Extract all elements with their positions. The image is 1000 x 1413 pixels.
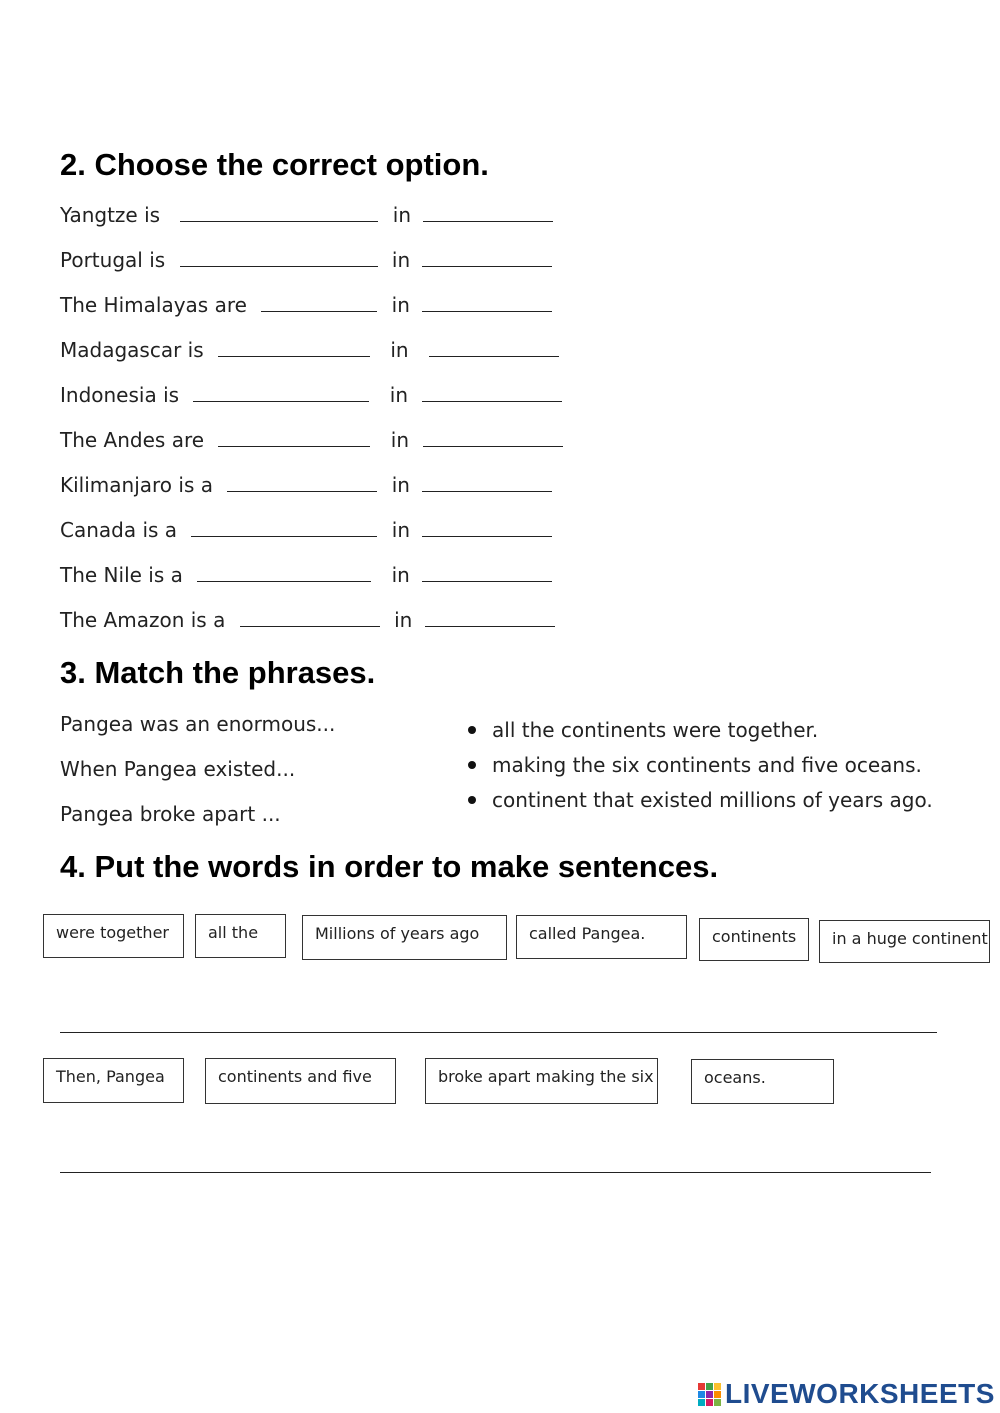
word-tile[interactable]: were together bbox=[43, 914, 184, 958]
answer-blank[interactable] bbox=[180, 203, 378, 222]
row-prompt: The Andes are bbox=[60, 428, 205, 452]
fill-row bbox=[60, 518, 552, 542]
answer-blank[interactable] bbox=[422, 248, 552, 267]
answer-blank[interactable] bbox=[218, 428, 370, 447]
fill-row bbox=[60, 383, 562, 407]
logo-text: LIVEWORKSHEETS bbox=[725, 1378, 995, 1409]
answer-blank[interactable] bbox=[422, 563, 552, 582]
match-left-item[interactable]: When Pangea existed... bbox=[60, 757, 296, 781]
answer-blank[interactable] bbox=[422, 383, 562, 402]
bullet-icon bbox=[468, 761, 476, 769]
answer-blank[interactable] bbox=[193, 383, 369, 402]
row-prompt: Yangtze is bbox=[60, 203, 161, 227]
fill-row bbox=[60, 428, 563, 452]
fill-row bbox=[60, 608, 555, 632]
liveworksheets-logo bbox=[698, 1378, 995, 1410]
word-tile[interactable]: continents and five bbox=[205, 1058, 396, 1104]
answer-blank[interactable] bbox=[191, 518, 377, 537]
answer-blank[interactable] bbox=[422, 518, 552, 537]
word-tile[interactable]: called Pangea. bbox=[516, 915, 687, 959]
match-right-item[interactable] bbox=[468, 753, 922, 777]
row-prompt: Indonesia is bbox=[60, 383, 180, 407]
match-right-item[interactable] bbox=[468, 788, 933, 812]
row-prompt: Kilimanjaro is a bbox=[60, 473, 213, 497]
row-connector: in bbox=[391, 518, 411, 542]
row-connector: in bbox=[389, 383, 409, 407]
row-connector: in bbox=[391, 248, 411, 272]
match-right-text: all the continents were together. bbox=[492, 718, 819, 742]
word-tile[interactable]: continents bbox=[699, 918, 809, 961]
answer-blank[interactable] bbox=[423, 428, 563, 447]
answer-blank[interactable] bbox=[227, 473, 377, 492]
answer-blank[interactable] bbox=[261, 293, 377, 312]
logo-grid-icon bbox=[698, 1383, 721, 1406]
row-prompt: The Nile is a bbox=[60, 563, 183, 587]
fill-row bbox=[60, 248, 552, 272]
section-4-heading: 4. Put the words in order to make sentences. bbox=[60, 849, 719, 884]
answer-line[interactable] bbox=[60, 1172, 931, 1173]
word-tile[interactable]: all the bbox=[195, 914, 286, 958]
row-connector: in bbox=[394, 608, 413, 632]
row-connector: in bbox=[392, 203, 412, 227]
answer-blank[interactable] bbox=[422, 293, 552, 312]
fill-row bbox=[60, 203, 553, 227]
row-connector: in bbox=[390, 338, 409, 362]
section-2-heading: 2. Choose the correct option. bbox=[60, 147, 489, 182]
answer-line[interactable] bbox=[60, 1032, 937, 1033]
bullet-icon bbox=[468, 796, 476, 804]
row-connector: in bbox=[391, 473, 410, 497]
fill-row bbox=[60, 338, 559, 362]
row-prompt: Portugal is bbox=[60, 248, 166, 272]
row-prompt: The Himalayas are bbox=[60, 293, 247, 317]
answer-blank[interactable] bbox=[180, 248, 378, 267]
row-connector: in bbox=[390, 428, 409, 452]
row-prompt: Canada is a bbox=[60, 518, 178, 542]
bullet-icon bbox=[468, 726, 476, 734]
fill-row bbox=[60, 563, 552, 587]
answer-blank[interactable] bbox=[197, 563, 371, 582]
answer-blank[interactable] bbox=[423, 203, 553, 222]
match-left-item[interactable]: Pangea broke apart ... bbox=[60, 802, 281, 826]
answer-blank[interactable] bbox=[429, 338, 559, 357]
word-tile[interactable]: Millions of years ago bbox=[302, 915, 507, 960]
word-tile[interactable]: in a huge continent bbox=[819, 920, 990, 963]
match-right-item[interactable] bbox=[468, 718, 818, 742]
fill-row bbox=[60, 473, 552, 497]
word-tile[interactable]: broke apart making the six bbox=[425, 1058, 658, 1104]
row-connector: in bbox=[391, 293, 410, 317]
answer-blank[interactable] bbox=[218, 338, 370, 357]
answer-blank[interactable] bbox=[425, 608, 555, 627]
match-left-item[interactable]: Pangea was an enormous... bbox=[60, 712, 336, 736]
match-right-text: making the six continents and five oceans. bbox=[492, 753, 922, 777]
section-3-heading: 3. Match the phrases. bbox=[60, 655, 376, 690]
word-tile[interactable]: oceans. bbox=[691, 1059, 834, 1104]
fill-row bbox=[60, 293, 552, 317]
answer-blank[interactable] bbox=[240, 608, 380, 627]
row-prompt: The Amazon is a bbox=[60, 608, 226, 632]
row-prompt: Madagascar is bbox=[60, 338, 204, 362]
answer-blank[interactable] bbox=[422, 473, 552, 492]
word-tile[interactable]: Then, Pangea bbox=[43, 1058, 184, 1103]
row-connector: in bbox=[391, 563, 410, 587]
match-right-text: continent that existed millions of years ago. bbox=[492, 788, 933, 812]
